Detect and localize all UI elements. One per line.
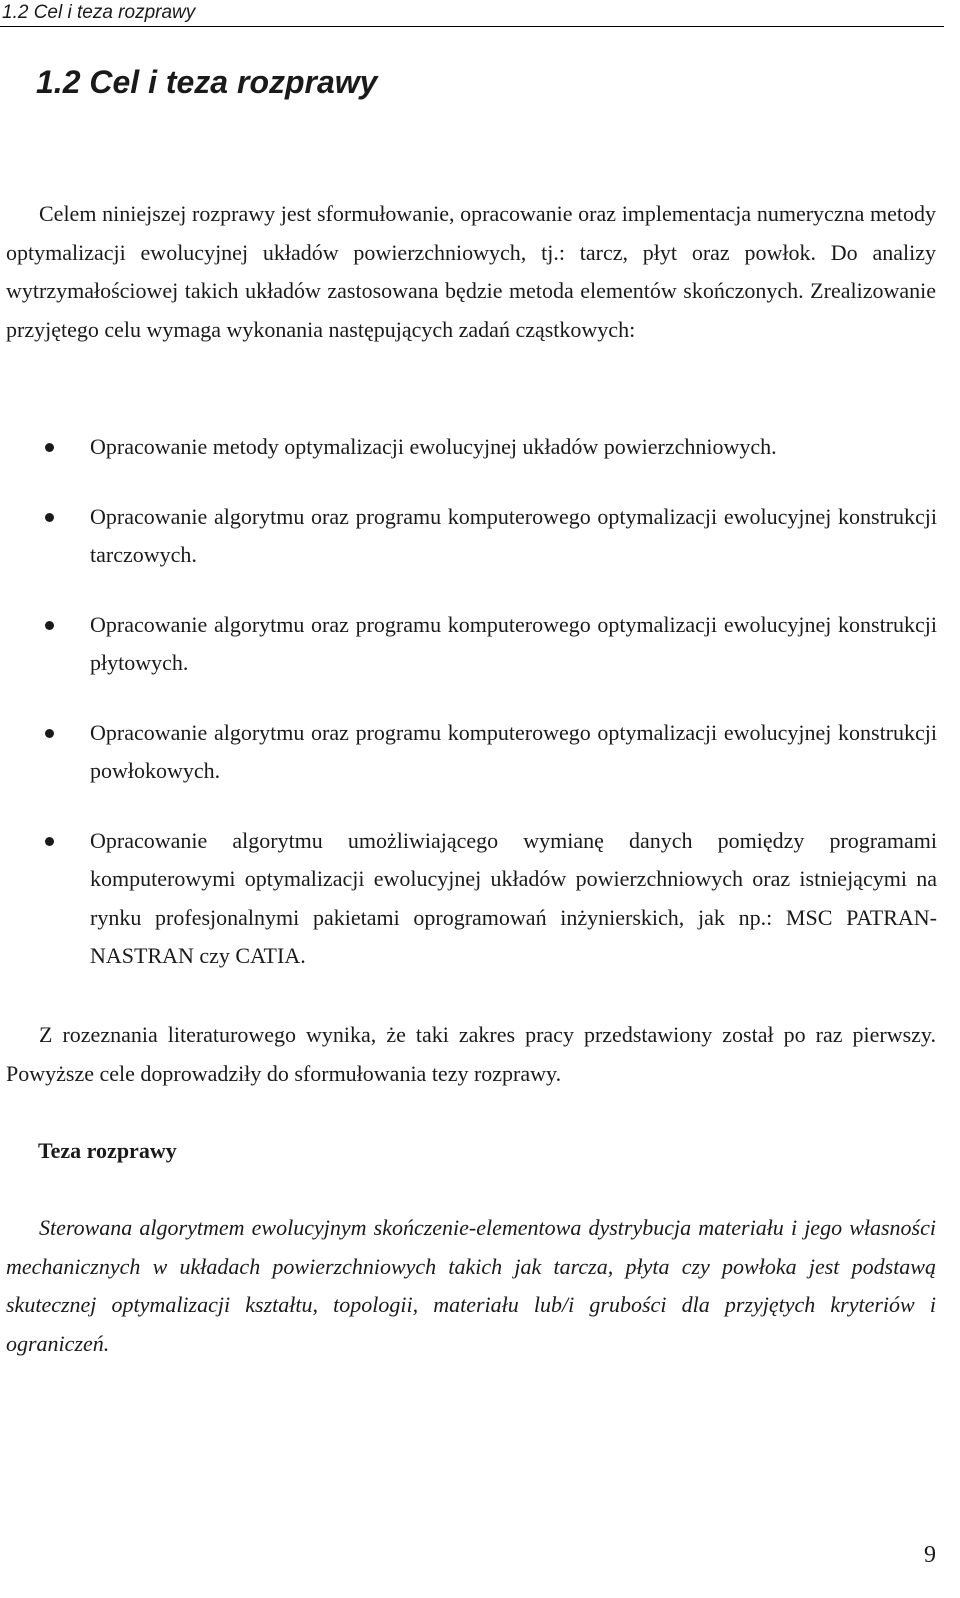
task-text: Opracowanie algorytmu oraz programu komputerowego optymalizacji ewolucyjnej konstrukcji tarczowych. [90, 503, 937, 567]
running-header: 1.2 Cel i teza rozprawy [0, 0, 944, 27]
task-list-item [0, 428, 937, 467]
intro-paragraph: Celem niniejszej rozprawy jest sformułowanie, opracowanie oraz implementacja numeryczna metody optymalizacji ewolucyjnej układów powierzchniowych, tj.: tarcz, płyt oraz powłok. Do analizy wytrzymałościowej takich układów zastosowana będzie metoda elementów skończonych. Zrealizowanie przyjętego celu wymaga wykonania następujących zadań cząstkowych: [6, 201, 936, 342]
page-number: 9 [924, 1542, 936, 1568]
task-text: Opracowanie metody optymalizacji ewolucyjnej układów powierzchniowych. [90, 434, 777, 459]
bullet-icon [45, 443, 54, 452]
task-text: Opracowanie algorytmu oraz programu komputerowego optymalizacji ewolucyjnej konstrukcji powłokowych. [90, 719, 937, 783]
task-list-item [0, 714, 937, 791]
task-list [0, 428, 937, 1007]
task-list-item [0, 498, 937, 575]
thesis-heading: Teza rozprawy [38, 1138, 177, 1163]
bullet-icon [45, 729, 54, 738]
task-list-item [0, 822, 937, 976]
section-title: 1.2 Cel i teza rozprawy [36, 64, 378, 100]
task-text: Opracowanie algorytmu oraz programu komputerowego optymalizacji ewolucyjnej konstrukcji płytowych. [90, 611, 937, 675]
bullet-icon [45, 837, 54, 846]
bullet-icon [45, 621, 54, 630]
conclusion-paragraph: Z rozeznania literaturowego wynika, że taki zakres pracy przedstawiony został po raz pierwszy. Powyższe cele doprowadziły do sformułowania tezy rozprawy. [6, 1022, 936, 1086]
task-list-item [0, 606, 937, 683]
task-text: Opracowanie algorytmu umożliwiającego wymianę danych pomiędzy programami komputerowymi optymalizacji ewolucyjnej układów powierzchniowych oraz istniejącymi na rynku profesjonalnymi pakietami oprogramowań inżynierskich, jak np.: MSC PATRAN-NASTRAN czy CATIA. [90, 827, 937, 968]
thesis-text: Sterowana algorytmem ewolucyjnym skończenie-elementowa dystrybucja materiału i jego własności mechanicznych w układach powierzchniowych takich jak tarcza, płyta czy powłoka jest podstawą skutecznej optymalizacji kształtu, topologii, materiału lub/i grubości dla przyjętych kryteriów i ograniczeń. [6, 1215, 936, 1356]
bullet-icon [45, 513, 54, 522]
